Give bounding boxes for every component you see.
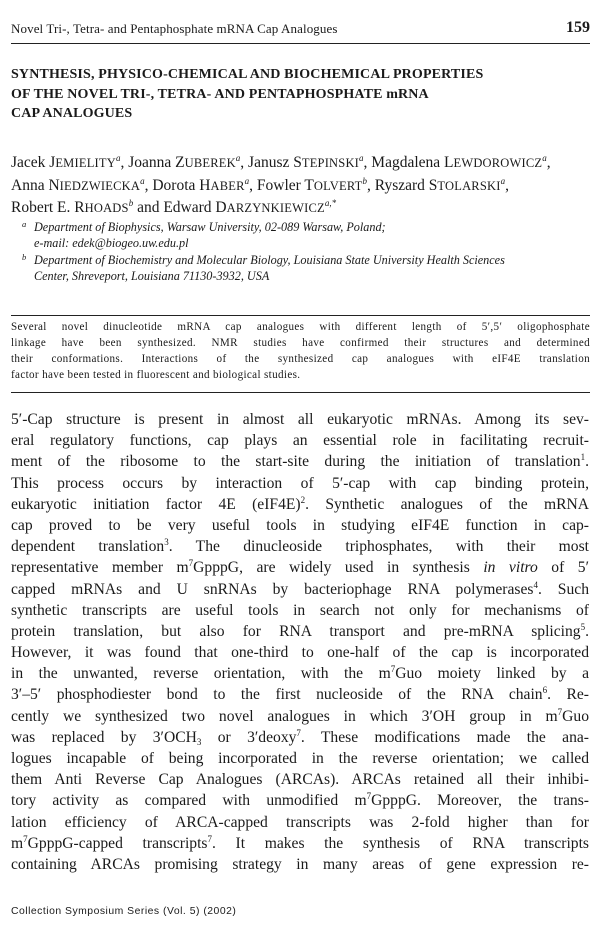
author-line: Jacek JEMIELITY$^a$, Joanna ZUBEREK$^a$, Janusz STEPINSKI$^a$, Magdalena LEWDOROWICZ$^a$, <box>11 153 551 171</box>
affiliation-line: Department of Biochemistry and Molecular Biology, Louisiana State University Health Sciences <box>34 252 505 267</box>
author-connector: and <box>137 199 160 216</box>
body-line: ment of the ribosome to the start-site during the initiation of translation$^1$. <box>11 452 589 471</box>
article-title-line: CAP ANALOGUES <box>11 106 133 121</box>
body-line: However, it was found that one-third to one-half of the cap is incorporated <box>11 644 589 662</box>
body-line: This process occurs by interaction of 5′-cap with cap binding protein, <box>11 474 589 492</box>
affiliation-mark: a <box>22 219 27 229</box>
citation: 3 <box>164 537 169 548</box>
body-text <box>11 409 589 875</box>
abstract-bottom-rule <box>11 392 590 393</box>
running-header <box>11 20 590 40</box>
body-line: $m^7GpppG$-capped transcripts$^7$. It makes the synthesis of RNA transcripts <box>11 833 589 852</box>
header-rule <box>11 43 590 44</box>
body-line: 3′–5′ phosphodiester bond to the first nucleoside of the RNA chain$^6$. Re- <box>11 685 589 704</box>
author: Magdalena LEWDOROWICZ$^a$ <box>371 153 547 171</box>
author-list <box>11 152 596 220</box>
body-line: in the unwanted, reverse orientation, with the $m^7Guo$ moiety linked by a <box>11 664 589 683</box>
author-line <box>11 197 596 220</box>
abstract-line: linkage have been synthesized. NMR studies have confirmed their structures and determined <box>11 337 590 350</box>
body-line: eukaryotic initiation factor 4E $(eIF4E)^2$. Synthetic analogues of the mRNA <box>11 494 589 513</box>
citation: 5 <box>580 621 586 632</box>
citation: 4 <box>533 579 538 590</box>
body-line: containing ARCAs promising strategy in many areas of gene expression re- <box>11 855 589 873</box>
citation: 1 <box>580 452 586 463</box>
affiliations <box>22 219 592 284</box>
article-title-line: OF THE NOVEL TRI-, TETRA- AND PENTAPHOSPHATE mRNA <box>11 86 429 102</box>
body-line: representative member $m^7GpppG$, are widely used in synthesis in vitro of 5′ <box>11 558 589 577</box>
body-line: eral regulatory functions, cap plays an essential role in facilitating recruit- <box>11 432 589 450</box>
author: Ryszard STOLARSKI$^a$ <box>374 175 506 194</box>
body-line: capped mRNAs and U snRNAs by bacteriophage RNA polymerases$^4$. Such <box>11 579 589 598</box>
body-line: dependent translation$^3$. The dinucleoside triphosphates, with their most <box>11 537 589 556</box>
body-line: was replaced by $3'OCH_3$ or 3′deoxy$^7$. These modifications made the ana- <box>11 727 589 747</box>
running-title: Novel Tri-, Tetra- and Pentaphosphate mRNA Cap Analogues <box>11 21 338 36</box>
abstract-line: factor have been tested in fluorescent and biological studies. <box>11 369 301 382</box>
affiliation-email: e-mail: edek@biogeo.uw.edu.pl <box>34 236 189 251</box>
page-footer: Collection Symposium Series (Vol. 5) (2002) <box>11 906 237 917</box>
abstract-top-rule <box>11 315 590 316</box>
citation: 2 <box>300 494 306 505</box>
page-number: 159 <box>566 19 590 36</box>
abstract-line: their conformations. Interactions of the synthesized cap analogues with eIF4E translation <box>11 353 590 366</box>
citation: 7 <box>296 727 301 738</box>
abstract-line: Several novel dinucleotide mRNA cap analogues with different length of 5′,5′ oligophosphate <box>11 321 590 333</box>
affiliation-mark: b <box>22 251 27 262</box>
affiliation <box>22 252 592 285</box>
affiliation <box>22 219 592 252</box>
author-line: Anna NIEDZWIECKA$^a$, Dorota HABER$^a$, Fowler TOLVERT$^b$, Ryszard STOLARSKI$^a$, <box>11 175 509 194</box>
body-line: protein translation, but also for RNA transport and pre-mRNA splicing$^5$. <box>11 621 589 640</box>
citation: 6 <box>542 685 548 696</box>
author: Jacek JEMIELITY$^a$ <box>11 153 121 171</box>
body-line: cap proved to be very useful tools in studying eIF4E function in cap- <box>11 516 589 534</box>
article-title <box>11 65 596 124</box>
author: Robert E. RHOADS$^b$ <box>11 198 134 216</box>
body-line: lation efficiency of ARCA-capped transcripts was 2-fold higher than for <box>11 813 589 831</box>
affiliation-line: Center, Shreveport, Louisiana 71130-3932, USA <box>34 268 270 283</box>
author: Edward $DARZYNKIEWICZ^{a,*}$ <box>163 198 337 216</box>
body-line: cently we synthesized two novel analogues in which 3′OH group in $m^7Guo$ <box>11 706 589 725</box>
author: Joanna ZUBEREK$^a$ <box>128 153 241 171</box>
body-line: 5′-Cap structure is present in almost all eukaryotic mRNAs. Among its sev- <box>11 411 589 428</box>
author: Dorota HABER$^a$ <box>152 175 250 194</box>
body-line: logues incapable of being incorporated in the reverse orientation; we called <box>11 750 589 767</box>
body-line: tory activity as compared with unmodified $m^7GpppG$. Moreover, the trans- <box>11 791 589 810</box>
abstract <box>11 319 590 383</box>
body-line: synthetic transcripts are useful tools in search not only for mechanisms of <box>11 601 589 619</box>
author: Anna NIEDZWIECKA$^a$ <box>11 175 145 194</box>
article-title-line: SYNTHESIS, PHYSICO-CHEMICAL AND BIOCHEMICAL PROPERTIES <box>11 67 484 82</box>
author: Janusz STEPINSKI$^a$ <box>248 153 364 171</box>
author: Fowler TOLVERT$^b$ <box>256 175 367 194</box>
body-line: them Anti Reverse Cap Analogues (ARCAs). ARCAs retained all their inhibi- <box>11 771 589 789</box>
citation: 7 <box>207 833 212 844</box>
affiliation-line: Department of Biophysics, Warsaw University, 02-089 Warsaw, Poland; <box>34 220 386 234</box>
